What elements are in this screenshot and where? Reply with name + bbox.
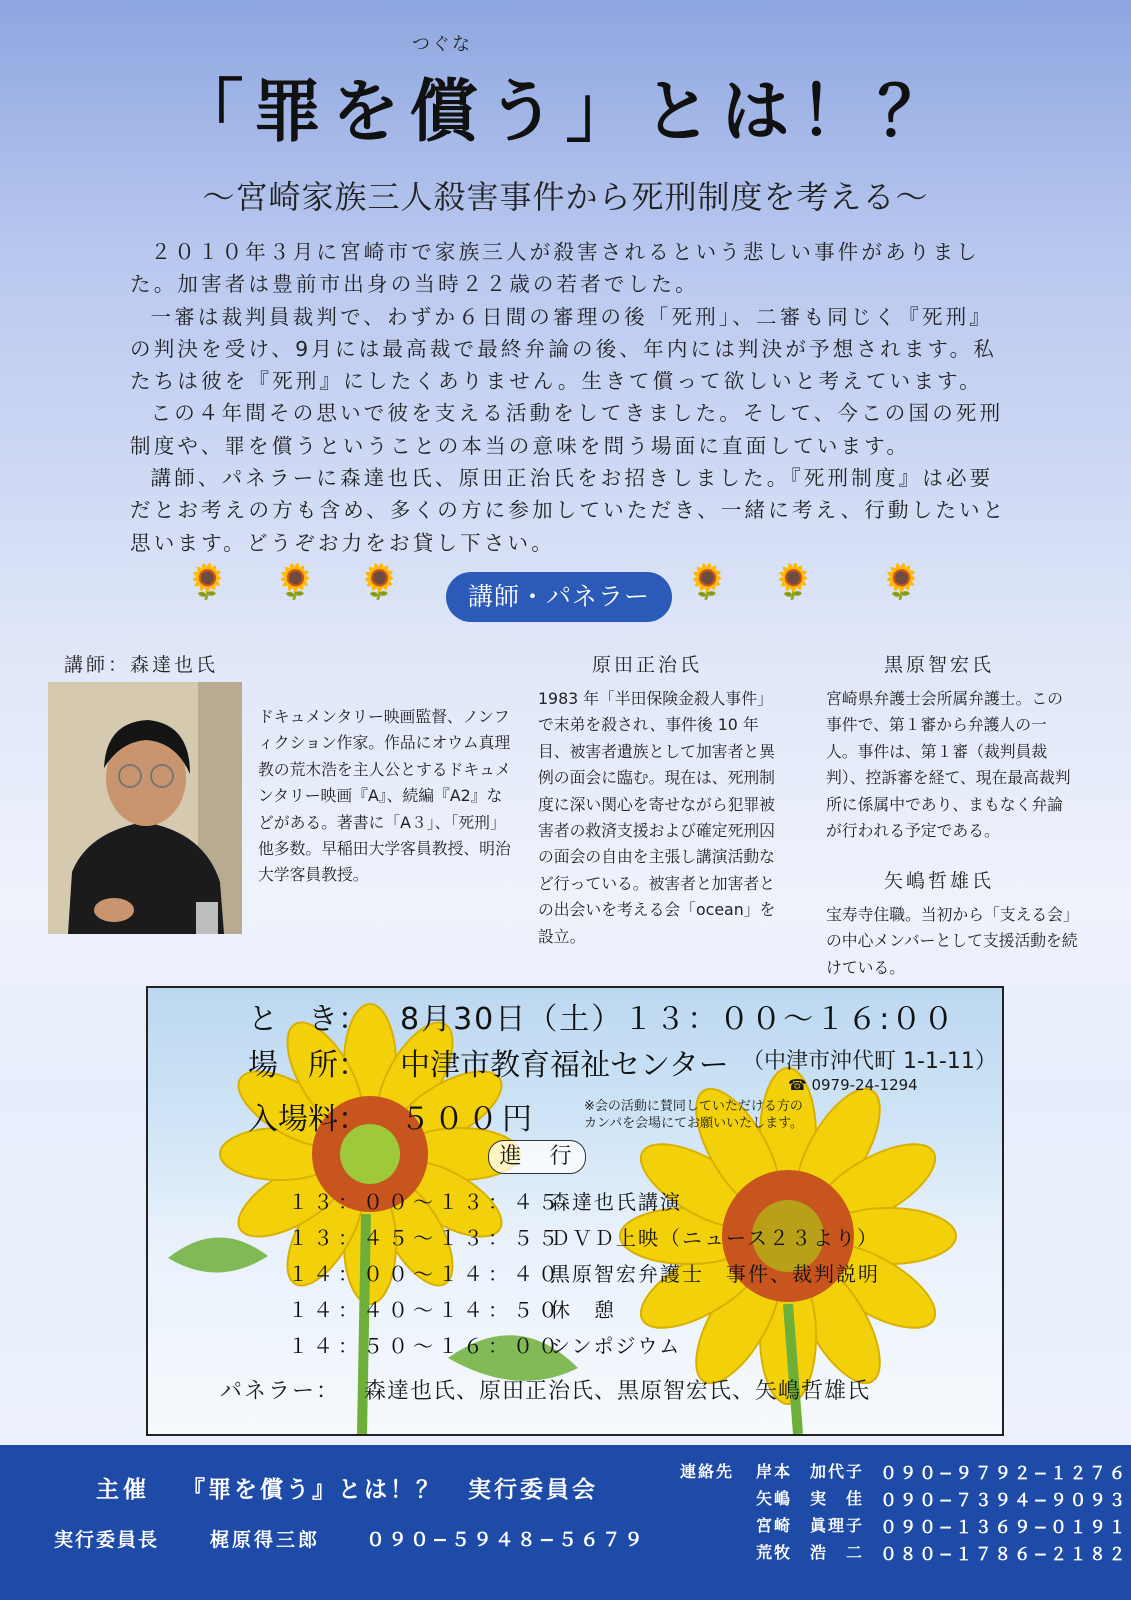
panel-names: 森達也氏、原田正治氏、黒原智宏氏、矢嶋哲雄氏 — [364, 1379, 871, 1404]
schedule-item: 休 憩 — [550, 1298, 616, 1322]
intro-paragraph: 一審は裁判員裁判で、わずか６日間の審理の後「死刑」、二審も同じく『死刑』の判決を受け、9月には最高裁で最終弁論の後、年内には判決が予想されます。私たちは彼を『死刑』にしたくありません。生きて償って欲しいと考えています。 — [130, 304, 997, 394]
schedule-item: 森達也氏講演 — [550, 1190, 682, 1214]
contact-name: 矢嶋 実 佳 — [756, 1489, 865, 1508]
schedule-time: １４：５０〜１６：００ — [288, 1334, 563, 1358]
event-time-value: 8月30日（土）１３：００〜１６:００ — [400, 1002, 956, 1037]
contact-name: 宮崎 眞理子 — [756, 1516, 865, 1535]
sunflower-icon: 🌻 — [186, 562, 229, 602]
event-fee-label: 入場料： — [248, 1102, 368, 1137]
speaker-harada-bio: 1983 年「半田保険金殺人事件」で末弟を殺され、事件後 10 年目、被害者遺族として加害者と異例の面会に臨む。現在は、死刑制度に深い関心を寄せながら犯罪被害者の救済支援および確定死刑囚の面会の自由を主張し講演活動など行っている。被害者と加害者との出会いを考える会「ocean」を設立。 — [538, 689, 776, 946]
speaker-kurohara-name: 黒原智宏氏 — [884, 654, 995, 676]
intro-paragraph: ２０１０年３月に宮崎市で家族三人が殺害されるという悲しい事件がありました。加害者は豊前市出身の当時２２歳の若者でした。 — [130, 240, 980, 297]
event-place-value: 中津市教育福祉センター — [400, 1048, 729, 1083]
schedule-item: シンポジウム — [550, 1334, 682, 1358]
event-tel — [788, 1076, 918, 1094]
chair-label: 実行委員長 — [54, 1529, 160, 1551]
schedule-item: ＤＶＤ上映（ニュース２３より） — [550, 1226, 879, 1250]
sunflower-icon: 🌻 — [772, 562, 815, 602]
organizer-name: 『罪を償う』とは！？ 実行委員会 — [182, 1477, 598, 1503]
organizer-label: 主催 — [96, 1477, 150, 1503]
chair-phone: ０９０−５９４８−５６７９ — [366, 1529, 646, 1551]
footer-bar — [0, 1445, 1131, 1600]
contact-phone: ０９０−１３６９−０１９１ — [880, 1518, 1128, 1538]
progress-label: 進 行 — [488, 1140, 586, 1174]
event-time-label: と き： — [248, 1002, 368, 1037]
phone-icon: ☎ 0979-24-1294 — [788, 1076, 918, 1094]
speaker-yashima-name: 矢嶋哲雄氏 — [884, 870, 995, 892]
schedule-time: １３：００〜１３：４５ — [288, 1190, 563, 1214]
sunflower-icon: 🌻 — [274, 562, 317, 602]
sunflower-icon: 🌻 — [358, 562, 401, 602]
title-ruby: つぐな — [412, 34, 472, 55]
event-fee-note-line: カンパを会場にてお願いいたします。 — [584, 1116, 804, 1131]
contact-name: 岸本 加代子 — [756, 1462, 865, 1481]
event-fee-note-line: ※会の活動に賛同していただける方の — [584, 1099, 803, 1114]
speaker-kurohara-bio: 宮崎県弁護士会所属弁護士。この事件で、第１審から弁護人の一人。事件は、第１審（裁判員裁判）、控訴審を経て、現在最高裁判所に係属中であり、まもなく弁論が行われる予定である。 — [826, 689, 1071, 841]
schedule-item: 黒原智宏弁護士 事件、裁判説明 — [550, 1262, 880, 1286]
speaker-photo — [48, 682, 242, 934]
speaker-mori-label: 講師：森達也氏 — [64, 654, 219, 676]
event-place-label: 場 所： — [248, 1048, 368, 1083]
event-info-box — [146, 986, 1004, 1436]
speaker-mori-bio: ドキュメンタリー映画監督、ノンフィクション作家。作品にオウム真理教の荒木浩を主人公とするドキュメンタリー映画『A』、続編『A2』などがある。著書に「A３」、「死刑」他多数。早稲田大学客員教授、明治大学客員教授。 — [258, 707, 511, 885]
schedule-time: １４：４０〜１４：５０ — [288, 1298, 563, 1322]
contact-label: 連絡先 — [680, 1462, 735, 1481]
event-fee-note — [584, 1098, 803, 1132]
sunflower-icon: 🌻 — [880, 562, 923, 602]
intro-paragraph: 講師、パネラーに森達也氏、原田正治氏をお招きしました。『死刑制度』は必要だとお考えの方も含め、多くの方に参加していただき、一緒に考え、行動したいと思います。どうぞお力をお貸し下さい。 — [130, 466, 1007, 555]
page-subtitle: 〜宮崎家族三人殺害事件から死刑制度を考える〜 — [202, 178, 929, 216]
contact-phone: ０８０−１７８６−２１８２ — [880, 1545, 1128, 1565]
intro-text — [130, 236, 1010, 559]
event-address: （中津市沖代町 1-1-11） — [742, 1049, 997, 1074]
intro-paragraph: この４年間その思いで彼を支える活動をしてきました。そして、今この国の死刑制度や、罪を償うということの本当の意味を問う場面に直面しています。 — [130, 401, 1004, 458]
contact-phone: ０９０−９７９２−１２７６ — [880, 1464, 1128, 1484]
speakers-heading: 講師・パネラー — [446, 572, 672, 622]
contact-phone: ０９０−７３９４−９０９３ — [880, 1491, 1128, 1511]
speaker-yashima-bio: 宝寿寺住職。当初から「支える会」の中心メンバーとして支援活動を続けている。 — [826, 905, 1078, 977]
panel-label: パネラー： — [220, 1379, 341, 1404]
schedule-time: １４：００〜１４：４０ — [288, 1262, 563, 1286]
page-title: 「罪を償う」とは！？ — [175, 73, 956, 152]
chair-name: 梶原得三郎 — [210, 1529, 321, 1551]
speaker-harada-name: 原田正治氏 — [592, 654, 703, 676]
schedule-time: １３：４５〜１３：５５ — [288, 1226, 563, 1250]
contact-name: 荒牧 浩 二 — [756, 1543, 865, 1562]
sunflower-icon: 🌻 — [686, 562, 729, 602]
event-fee-value: ５００円 — [400, 1102, 536, 1137]
